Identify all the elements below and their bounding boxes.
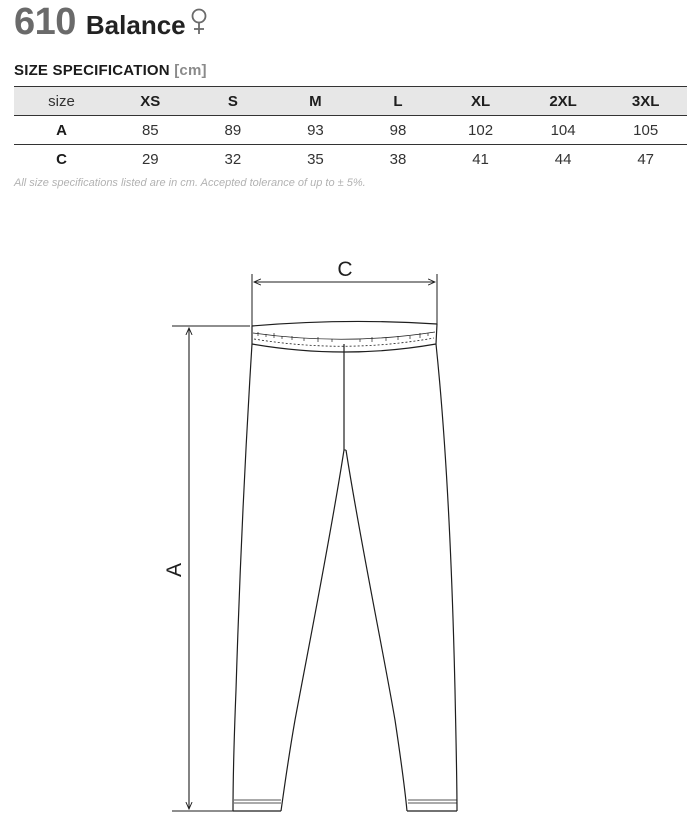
size-col-2xl: 2XL — [522, 87, 605, 116]
size-col-l: L — [357, 87, 440, 116]
size-col-3xl: 3XL — [604, 87, 687, 116]
cell-c-s: 32 — [224, 150, 242, 168]
tolerance-note: All size specifications listed are in cm. Accepted tolerance of up to ± 5%. — [14, 177, 366, 189]
cell-a-m: 93 — [274, 116, 357, 145]
model-name: Balance — [85, 10, 186, 40]
dimension-c — [252, 258, 437, 326]
size-col-xl: XL — [439, 87, 522, 116]
cell-c-2xl: 44 — [554, 150, 572, 168]
cell-c-xs: 29 — [141, 150, 159, 168]
cell-c-xl: 41 — [472, 150, 489, 168]
leggings-outline — [233, 321, 457, 811]
cell-c-3xl: 47 — [637, 150, 655, 168]
size-col-xs: XS — [109, 87, 192, 116]
model-number: 610 — [14, 1, 76, 43]
cell-c-m: 35 — [307, 150, 324, 168]
cell-a-s: 89 — [192, 116, 275, 145]
cell-c-l: 38 — [389, 150, 407, 168]
dimension-c-label: C — [337, 258, 353, 281]
size-spec-title-text: SIZE SPECIFICATION — [14, 62, 170, 79]
size-spec-unit: [cm] — [174, 62, 207, 79]
size-col-m: M — [274, 87, 357, 116]
cell-a-xs: 85 — [109, 116, 192, 145]
dimension-a-label: A — [163, 562, 186, 578]
cell-a-l: 98 — [357, 116, 440, 145]
size-header-label: size — [14, 87, 109, 116]
cell-a-3xl: 105 — [604, 116, 687, 145]
cell-a-2xl: 104 — [522, 116, 605, 145]
dimension-a — [163, 326, 250, 811]
size-col-s: S — [192, 87, 275, 116]
cell-a-xl: 102 — [439, 116, 522, 145]
row-label-c: C — [56, 150, 67, 168]
row-label-a: A — [14, 116, 109, 145]
